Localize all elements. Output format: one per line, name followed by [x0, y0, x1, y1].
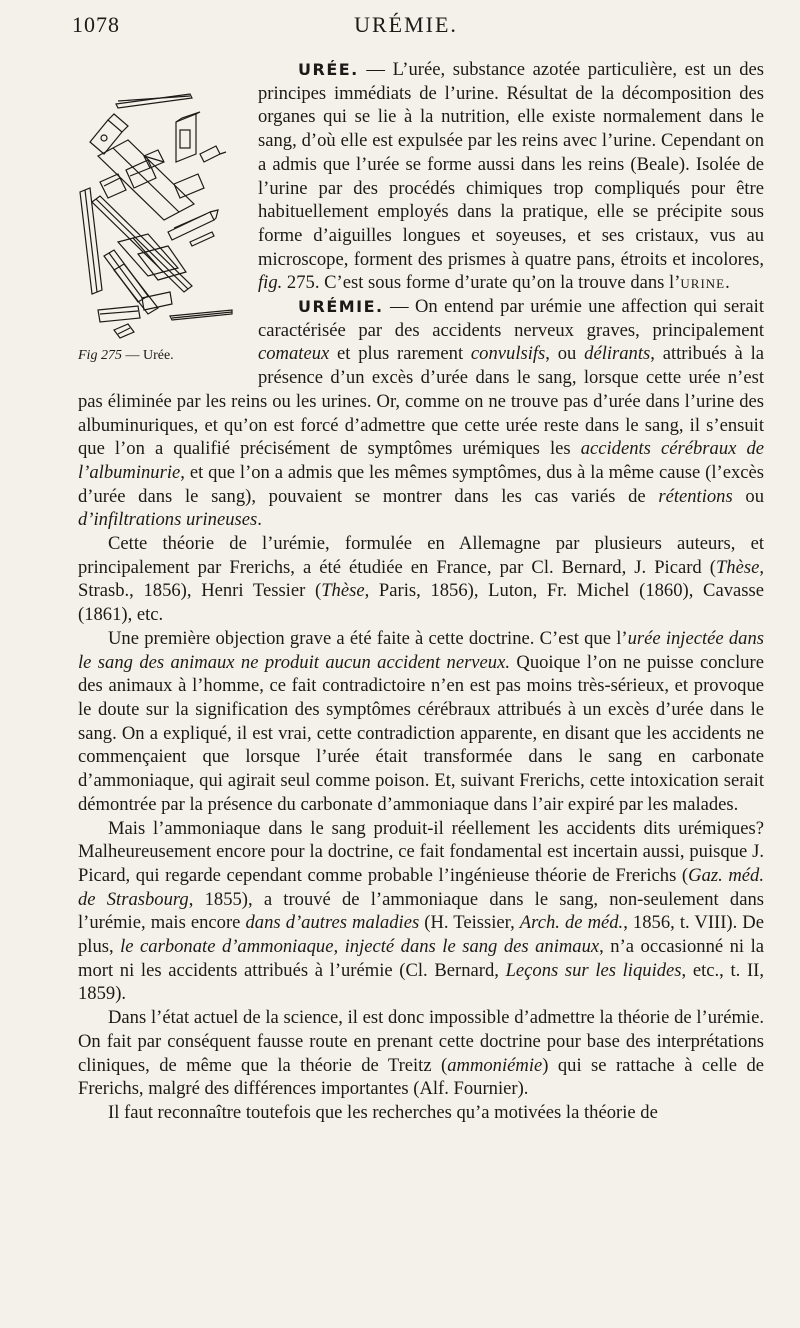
entry-uremie-text: , ou: [545, 343, 585, 365]
italic-term: Gaz. méd. de Strasbourg: [78, 864, 764, 910]
entry-uremie-text: — On entend par urémie une affection qui serait caractérisée par des accidents nerveux graves, principalement: [258, 296, 764, 341]
figure-caption: [78, 344, 246, 368]
italic-term: Thèse: [715, 556, 760, 578]
entry-uremie-text: ou: [732, 485, 764, 507]
italic-term: Thèse: [321, 580, 365, 602]
figure-label: Fig 275: [78, 348, 122, 363]
italic-term: délirants: [584, 343, 651, 365]
paragraph-text: , etc., t. II, 1859).: [78, 959, 764, 1005]
entry-uremie-text: , attribués à la présence d’un excès d’urée dans le sang, lorsque cette urée n’est pas éliminée par les reins ou les urines. Or, comme on ne trouve pas d’urée dans l’urine des albuminuriques, et qu’on est forcé d’admettre que cette urée reste dans le sang, il s’ensuit que l’on a qualifié précisément de symptômes urémiques les: [78, 343, 764, 460]
paragraph-ammoniaque: [78, 817, 764, 1007]
headword-uree: URÉE.: [298, 60, 359, 79]
entry-uremie-text: , et que l’on a admis que les mêmes symptômes, dus à la même cause (l’excès d’urée dans le sang), pouvaient se montrer dans les cas variés de: [78, 461, 764, 507]
paragraph-objection: [78, 627, 764, 817]
entry-uree-text-2: 275. C’est sous forme d’urate qu’on la trouve dans l’: [282, 272, 681, 294]
italic-term: rétentions: [658, 485, 733, 507]
running-title: URÉMIE.: [354, 12, 458, 37]
figure-275: [78, 92, 246, 368]
italic-term: dans d’autres maladies: [245, 912, 420, 934]
figure-caption-text: — Urée.: [121, 348, 174, 363]
entry-uremie-text: et plus rarement: [329, 343, 471, 365]
paragraph-text: , n’a occasionné ni la mort ni les accidents attribués à l’urémie (Cl. Bernard,: [78, 936, 764, 981]
italic-term: Arch. de méd.: [519, 912, 624, 934]
italic-term: le carbonate d’ammoniaque, injecté dans le sang des animaux: [120, 936, 600, 958]
paragraph-text: Dans l’état actuel de la science, il est donc impossible d’admettre la théorie de l’urémie. On fait par conséquent fausse route en prenant cette doctrine pour base des interprétations cliniques, de même que la théorie de Treitz (: [78, 1007, 764, 1076]
italic-term: comateux: [258, 343, 330, 365]
italic-term: convulsifs: [470, 343, 546, 365]
paragraph-text: Quoique l’on ne puisse conclure des animaux à l’homme, ce fait contradictoire n’en est pas moins très-sérieux, et provoque le doute sur la signification des symptômes cérébraux attribués à un excès d’urée dans le sang. On a expliqué, il est vrai, cette contradiction apparente, en disant que les accidents ne commençaient que lorsque l’urée était transformée dans le sang en carbonate d’ammoniaque, qui agirait seul comme poison. Et, suivant Frerichs, cette intoxication serait démontrée par la présence du carbonate d’ammoniaque dans l’air expiré par les malades.: [78, 651, 764, 815]
figure-reference: fig.: [258, 272, 283, 294]
paragraph-final: [78, 1101, 764, 1125]
italic-term: Leçons sur les liquides: [505, 959, 682, 981]
running-head: [72, 12, 740, 40]
paragraph-text: (H. Teissier,: [419, 912, 520, 934]
entry-uremie-text: .: [257, 509, 262, 531]
italic-term: d’infiltrations urineuses: [78, 509, 258, 531]
headword-uremie: URÉMIE.: [298, 297, 384, 317]
paragraph-text: Une première objection grave a été faite à cette doctrine. C’est que l’: [108, 627, 628, 649]
paragraph-text: , 1856, t. VIII). De plus,: [78, 912, 764, 958]
paragraph-text: ) qui se rattache à celle de Frerichs, malgré des différences importantes (Alf. Fournier).: [78, 1054, 764, 1100]
body-text: [78, 58, 764, 1125]
entry-uree-text: — L’urée, substance azotée particulière, est un des principes immédiats de l’urine. Résultat de la décomposition des organes qui se lie à la nutrition, elle existe normalement dans le sang, d’où elle est expulsée par les reins avec l’urine. Cependant on a admis que l’urée se forme aussi dans les reins (Beale). Isolée de l’urine par des procédés chimiques trop compliqués pour être habituellement employés dans la pratique, elle se précipite sous forme d’aiguilles longues et soyeuses, et ses cristaux, vus au microscope, forment des prismes à quatre pans, étroits et incolores,: [258, 59, 764, 270]
urea-crystals-illustration: [78, 92, 238, 342]
paragraph-text: Il faut reconnaître toutefois que les recherches qu’a motivées la théorie de: [108, 1101, 658, 1123]
paragraph-conclusion: [78, 1006, 764, 1101]
paragraph-theory: [78, 532, 764, 627]
paragraph-text: Mais l’ammoniaque dans le sang produit-il réellement les accidents dits urémiques? Malheureusement encore pour la doctrine, ce fait fondamental est incertain aussi, puisque J. Picard, qui regarde cependant comme probable l’ingénieuse théorie de Frerichs (: [78, 817, 764, 886]
cross-reference-urine: urine: [680, 272, 726, 294]
paragraph-text: , 1855), a trouvé de l’ammoniaque dans le sang, non-seulement dans l’urémie, mais encore: [78, 888, 764, 934]
paragraph-text: , Strasb., 1856), Henri Tessier (: [78, 556, 764, 602]
italic-term: urée injectée dans le sang des animaux ne produit aucun accident nerveux.: [78, 627, 764, 673]
italic-term: accidents cérébraux de l’albuminurie: [78, 438, 764, 483]
italic-term: ammoniémie: [447, 1054, 543, 1076]
paragraph-text: Cette théorie de l’urémie, formulée en Allemagne par plusieurs auteurs, et principalement par Frerichs, a été étudiée en France, par Cl. Bernard, J. Picard (: [78, 533, 764, 578]
paragraph-text: , Paris, 1856), Luton, Fr. Michel (1860), Cavasse (1861), etc.: [78, 580, 764, 626]
entry-uree-text-3: .: [725, 272, 730, 294]
page-number: 1078: [72, 12, 120, 37]
